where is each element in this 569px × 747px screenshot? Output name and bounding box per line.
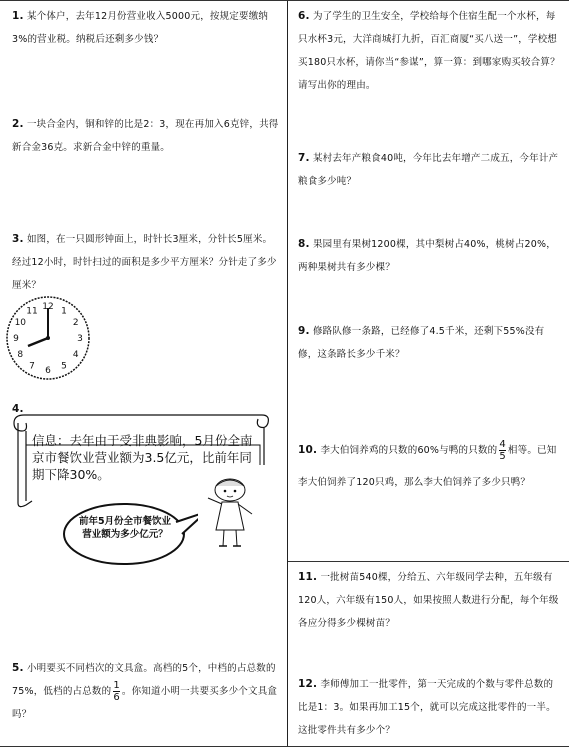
- question-3: 3. 如图，在一只圆形钟面上，时针长3厘米，分针长5厘米。经过12小时，时针扫过的面积是多少平方厘米？分针走了多少厘米？: [12, 233, 277, 291]
- question-8: 8. 果园里有果树1200棵，其中梨树占40%，桃树占20%，两种果树共有多少棵？: [298, 238, 556, 273]
- question-10: 10. 李大伯饲养鸡的只数的60%与鸭的只数的 $\frac{4}{5}$ 相等。已知李大伯饲养了120只鸡，那么李大伯饲养了多少只鸭？: [298, 439, 557, 488]
- clock-numeral: 8: [17, 350, 24, 360]
- clock-numeral: 4: [72, 350, 79, 360]
- info-text: 信息：去年由于受非典影响，5月份全南京市餐饮业营业额为3.5亿元，比前年同期下降30%。: [32, 433, 253, 482]
- question-1: 1. 某个体户，去年12月份营业收入5000元，按规定要缴纳3%的营业税。纳税后还剩多少钱？: [12, 10, 269, 45]
- clock-center: [46, 336, 50, 340]
- question-11: 11. 一批树苗540棵，分给五、六年级同学去种，五年级有120人，六年级有150人，如果按照人数进行分配，每个年级各应分得多少棵树苗？: [298, 571, 559, 629]
- question-9: 9. 修路队修一条路，已经修了4.5千米，还剩下55%没有修，这条路长多少千米？: [298, 325, 545, 360]
- question-5: 5. 小明要买不同档次的文具盒。高档的5个，中档的占总数的75%，低档的占总数的 $\frac{1}{6}$ 。你知道小明一共要买多少个文具盒吗？: [12, 662, 278, 720]
- girl-illustration: [200, 474, 260, 554]
- question-7: 7. 某村去年产粮食40吨，今年比去年增产二成五，今年计产粮食多少吨？: [298, 152, 559, 187]
- question-2: 2. 一块合金内，铜和锌的比是2：3，现在再加入6克锌，共得新合金36克。求新合金中锌的重量。: [12, 118, 279, 153]
- speech-bubble: [66, 505, 184, 565]
- fraction-one-sixth: $\frac{1}{6}$: [113, 680, 120, 703]
- clock-numeral: 9: [13, 334, 19, 344]
- right-separator: [288, 561, 569, 562]
- question-12: 12. 李师傅加工一批零件，第一天完成的个数与零件总数的比是1：3。如果再加工15个，就可以完成这批零件的一半。这批零件共有多少个？: [298, 678, 556, 736]
- clock-numeral: 11: [26, 306, 38, 317]
- clock-numeral: 6: [45, 366, 51, 376]
- clock-numeral: 7: [29, 361, 35, 372]
- fraction-four-fifths: $\frac{4}{5}$: [499, 439, 506, 462]
- bubble-text: 前年5月份全市餐饮业营业额为多少亿元？: [78, 516, 172, 540]
- clock-numeral: 5: [61, 361, 67, 372]
- clock-numeral: 3: [77, 334, 83, 344]
- clock-figure: [4, 294, 92, 382]
- clock-numeral: 10: [14, 318, 27, 328]
- clock-numeral: 2: [72, 318, 79, 328]
- question-4-number: 4.: [12, 403, 24, 415]
- question-6: 6. 为了学生的卫生安全，学校给每个住宿生配一个水杯，每只水杯3元，大洋商城打九折，百汇商厦“买八送一”，学校想买180只水杯，请你当“参谋”，算一算：到哪家购买较合算？请写出你的理由。: [298, 10, 560, 91]
- column-divider: [287, 0, 288, 747]
- top-border: [0, 0, 569, 1]
- clock-numeral: 1: [61, 306, 67, 317]
- clock-numeral: 12: [42, 302, 54, 312]
